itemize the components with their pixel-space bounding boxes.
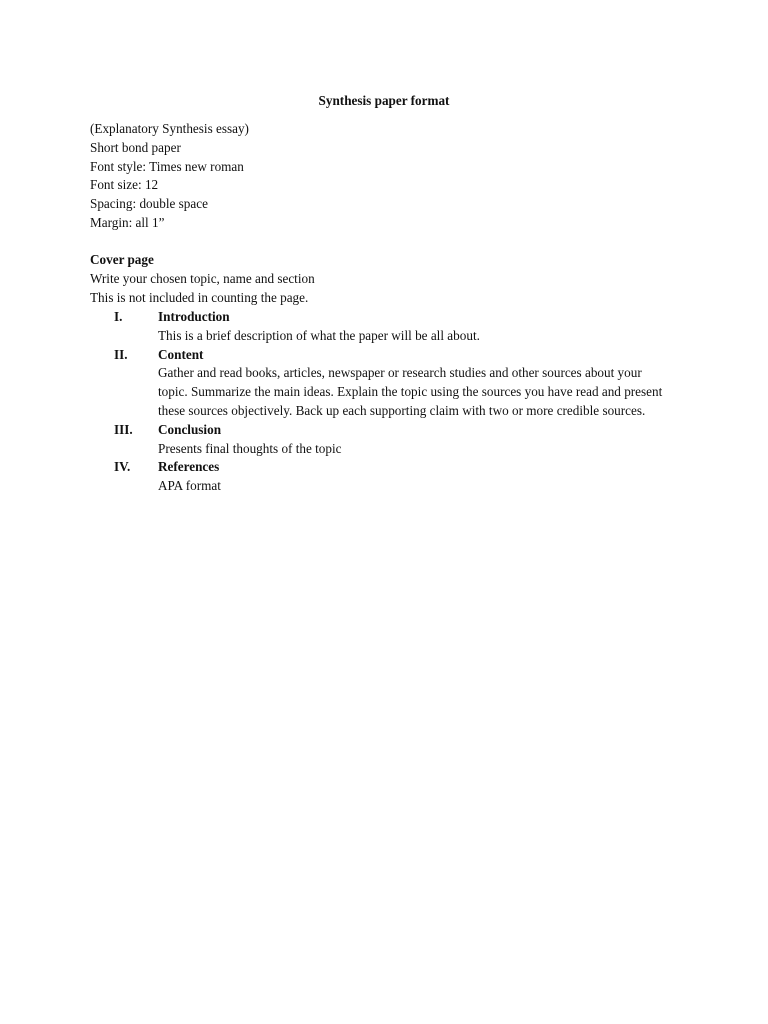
outline-number: IV. xyxy=(114,459,131,475)
cover-page-section xyxy=(90,251,680,307)
outline-item-content xyxy=(0,346,768,421)
outline-description: Presents final thoughts of the topic xyxy=(158,440,342,456)
cover-page-line: This is not included in counting the page. xyxy=(90,289,309,305)
spec-font-style: Font style: Times new roman xyxy=(90,158,244,174)
outline-item-references xyxy=(0,458,768,496)
outline-item-introduction xyxy=(0,308,768,346)
outline-heading: Content xyxy=(158,346,204,362)
outline-heading: Introduction xyxy=(158,309,230,324)
outline-list xyxy=(0,308,768,496)
outline-heading: References xyxy=(158,459,220,475)
outline-item-conclusion xyxy=(0,421,768,459)
format-specs xyxy=(90,120,680,233)
spec-spacing: Spacing: double space xyxy=(90,196,208,212)
spec-essay-type: (Explanatory Synthesis essay) xyxy=(90,121,249,136)
outline-description: Gather and read books, articles, newspaper or research studies and other sources about your topic. Summarize the main ideas. Explain the topic using the sources you have read and present these sources objectively. Back up each supporting claim with two or more credible sources. xyxy=(158,365,663,418)
cover-page-heading: Cover page xyxy=(90,252,154,267)
document-title: Synthesis paper format xyxy=(318,93,450,108)
outline-number: I. xyxy=(114,309,123,324)
spec-font-size: Font size: 12 xyxy=(90,177,159,193)
cover-page-line: Write your chosen topic, name and section xyxy=(90,270,315,286)
outline-number: III. xyxy=(114,421,133,437)
outline-description: This is a brief description of what the paper will be all about. xyxy=(158,327,480,343)
outline-description: APA format xyxy=(158,478,221,494)
spec-paper: Short bond paper xyxy=(90,139,181,155)
spec-margin: Margin: all 1” xyxy=(90,214,165,230)
outline-heading: Conclusion xyxy=(158,421,222,437)
outline-number: II. xyxy=(114,346,128,362)
